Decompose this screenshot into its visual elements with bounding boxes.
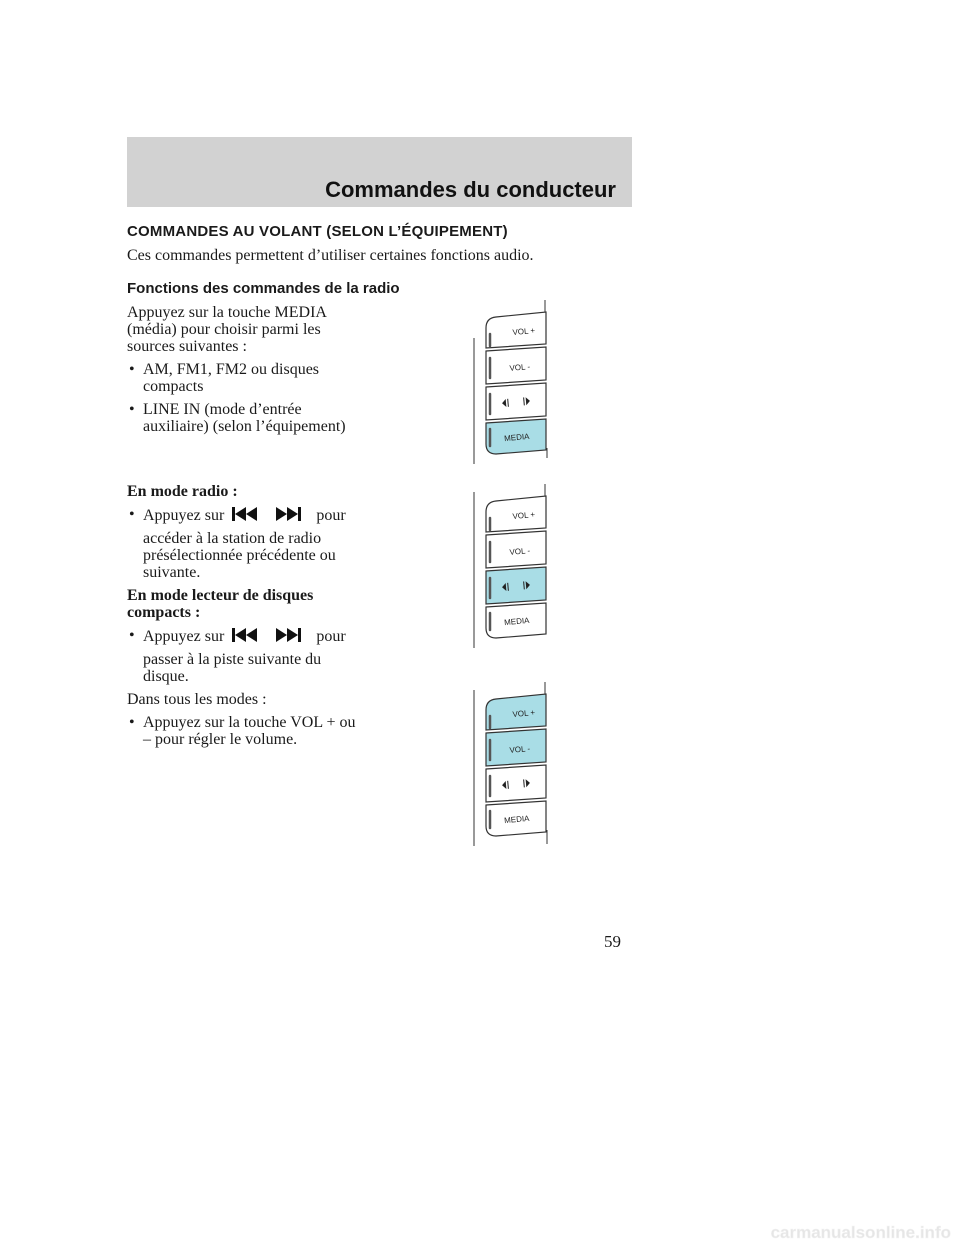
seek-buttons-icon	[228, 627, 312, 643]
watermark-logo	[626, 1223, 956, 1241]
subsection-title: Fonctions des commandes de la radio	[127, 280, 400, 297]
seek-buttons-icon	[228, 506, 312, 522]
media-label: MEDIA	[503, 615, 530, 628]
media-bullet-sources: • AM, FM1, FM2 ou disques compacts	[129, 361, 320, 395]
vol-minus-label: VOL -	[509, 744, 531, 755]
media-bullet-line-in: • LINE IN (mode d’entrée auxiliaire) (selon l’équipement)	[129, 401, 346, 435]
radio-bullet: • Appuyez sur pour accéder à la station de radio présélectionnée précédente ou suivante.	[129, 506, 346, 581]
watermark-text: carmanualsonline.info	[770, 1223, 951, 1241]
modes-block	[127, 483, 457, 754]
media-text: Appuyez sur la touche MEDIA (média) pour choisir parmi les sources suivantes :	[127, 304, 327, 355]
section-title: COMMANDES AU VOLANT (SELON L’ÉQUIPEMENT)	[127, 223, 508, 240]
volume-bullet: • Appuyez sur la touche VOL + ou – pour régler le volume.	[129, 714, 356, 748]
section-intro: Ces commandes permettent d’utiliser certaines fonctions audio.	[127, 247, 534, 264]
bullet-dot: •	[129, 506, 135, 523]
bullet-dot: •	[129, 401, 135, 418]
all-modes-text: Dans tous les modes :	[127, 691, 267, 708]
vol-plus-label: VOL +	[512, 708, 536, 719]
vol-plus-label: VOL +	[512, 326, 536, 337]
media-label: MEDIA	[503, 431, 530, 444]
steering-controls-illustration-media	[470, 298, 560, 468]
media-label: MEDIA	[503, 813, 530, 826]
steering-controls-illustration-volume	[470, 680, 560, 850]
page-header	[127, 137, 632, 207]
cd-mode-title: En mode lecteur de disques compacts :	[127, 587, 314, 621]
cd-bullet: • Appuyez sur pour passer à la piste suivante du disque.	[129, 627, 346, 685]
vol-minus-label: VOL -	[509, 546, 531, 557]
header-title: Commandes du conducteur	[325, 177, 616, 202]
bullet-dot: •	[129, 714, 135, 731]
vol-minus-label: VOL -	[509, 362, 531, 373]
media-block	[127, 304, 457, 441]
radio-mode-title: En mode radio :	[127, 483, 238, 500]
vol-plus-label: VOL +	[512, 510, 536, 521]
bullet-dot: •	[129, 361, 135, 378]
page-number: 59	[604, 932, 621, 951]
steering-controls-illustration-seek	[470, 482, 560, 652]
bullet-dot: •	[129, 627, 135, 644]
